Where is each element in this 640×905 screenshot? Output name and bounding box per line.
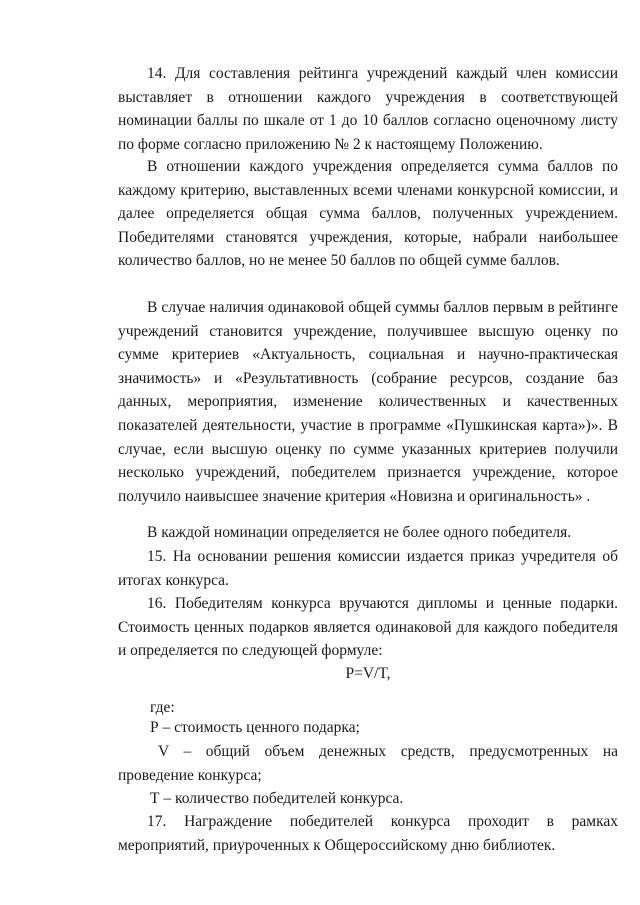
formula-where-label: где:: [150, 699, 175, 716]
paragraph-16-prizes: 16. Победителям конкурса вручаются дипломы и ценные подарки. Стоимость ценных подарков является одинаковой для каждого победителя и определяется по следующей формуле:: [118, 595, 618, 660]
definition-v: V – общий объем денежных средств, предусмотренных на проведение конкурса;: [118, 743, 618, 784]
paragraph-score-sum: В отношении каждого учреждения определяется сумма баллов по каждому критерию, выставленных всеми членами конкурсной комиссии, и далее определяется общая сумма баллов, полученных учреждением. Победителями становятся учреждения, которые, набрали наибольшее количество баллов, но не менее 50 баллов по общей сумме баллов.: [118, 158, 618, 270]
paragraph-14-rating: 14. Для составления рейтинга учреждений каждый член комиссии выставляет в отношении каждого учреждения в соответствующей номинации баллы по шкале от 1 до 10 баллов согласно оценочному листу по форме согласно приложению № 2 к настоящему Положению.: [118, 65, 618, 153]
definition-p: Р – стоимость ценного подарка;: [150, 719, 360, 736]
prize-formula: P=V/T,: [345, 665, 391, 682]
paragraph-one-winner: В каждой номинации определяется не более одного победителя.: [147, 524, 572, 541]
paragraph-tie-break: В случае наличия одинаковой общей суммы баллов первым в рейтинге учреждений становится учреждение, получившее высшую оценку по сумме критериев «Актуальность, социальная и научно-практическая значимость» и «Результативность (собрание ресурсов, создание баз данных, мероприятия, изменение количественных и качественных показателей деятельности, участие в программе «Пушкинская карта»)». В случае, если высшую оценку по сумме указанных критериев получили несколько учреждений, победителем признается учреждение, которое получило наивысшее значение критерия «Новизна и оригинальность» .: [118, 299, 618, 505]
paragraph-17-award: 17. Награждение победителей конкурса проходит в рамках мероприятий, приуроченных к Общероссийскому дню библиотек.: [118, 813, 618, 854]
definition-t: Т – количество победителей конкурса.: [150, 790, 404, 807]
paragraph-15-order: 15. На основании решения комиссии издается приказ учредителя об итогах конкурса.: [118, 548, 618, 589]
